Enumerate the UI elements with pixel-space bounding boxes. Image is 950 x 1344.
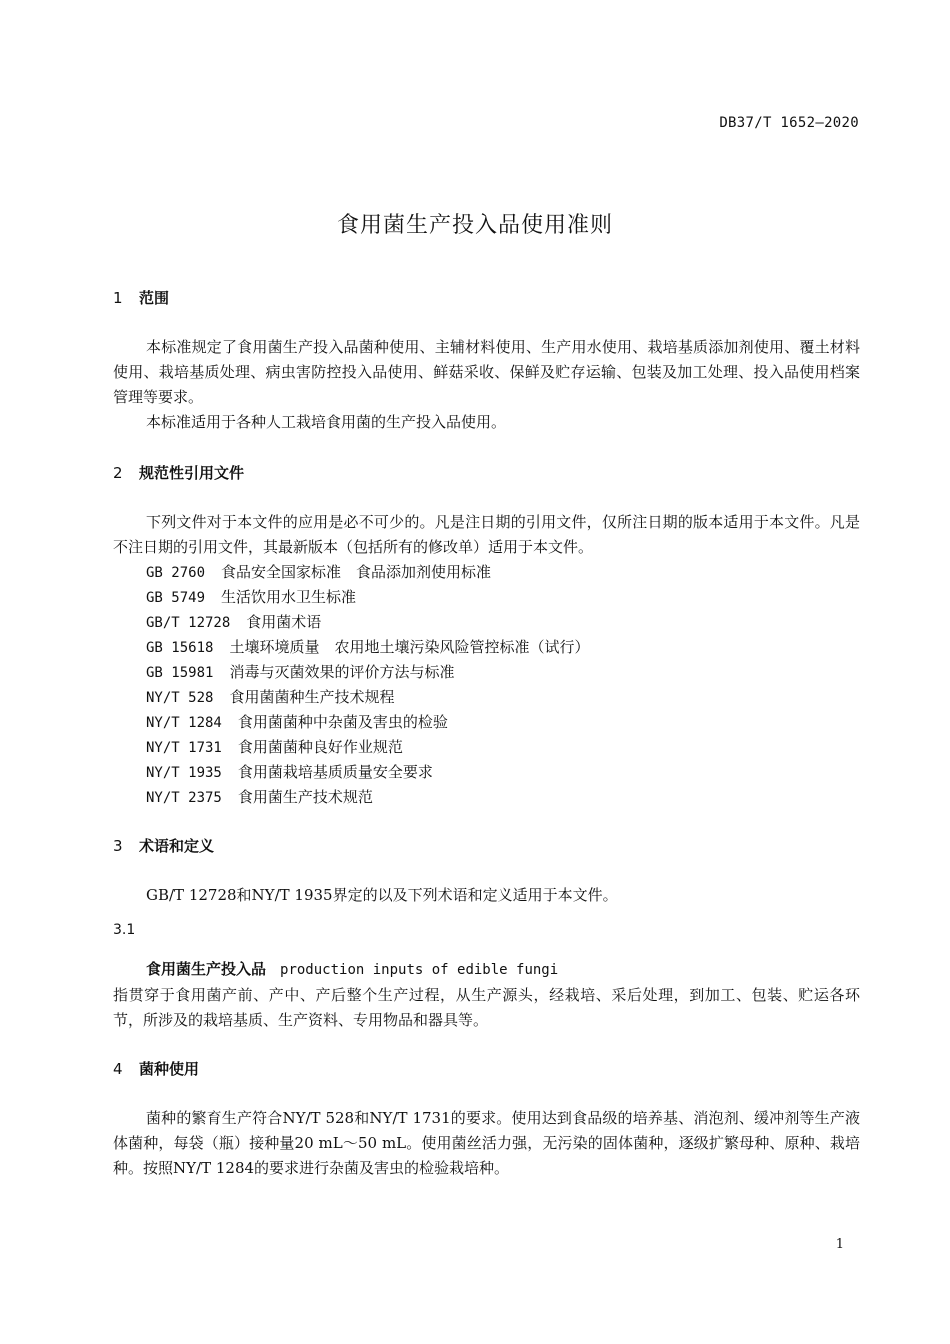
- section-2-intro: 下列文件对于本文件的应用是必不可少的。凡是注日期的引用文件，仅所注日期的版本适用于本文件。凡是不注日期的引用文件，其最新版本（包括所有的修改单）适用于本文件。: [113, 513, 860, 556]
- reference-list: [146, 560, 589, 810]
- reference-item: [146, 785, 589, 810]
- reference-code: NY/T 1731: [146, 740, 222, 756]
- term-chinese: 食用菌生产投入品: [146, 960, 267, 978]
- reference-item: [146, 560, 589, 585]
- section-3-heading: [113, 835, 214, 856]
- section-title: 规范性引用文件: [139, 464, 245, 482]
- subsection-number: 3.1: [113, 922, 136, 938]
- reference-item: [146, 635, 589, 660]
- section-4-heading: [113, 1058, 199, 1079]
- reference-code: GB/T 12728: [146, 615, 231, 631]
- document-code: DB37/T 1652—2020: [719, 115, 859, 131]
- reference-item: [146, 685, 589, 710]
- reference-item: [146, 710, 589, 735]
- reference-title: 土壤环境质量 农用地土壤污染风险管控标准（试行）: [229, 638, 590, 656]
- reference-code: NY/T 2375: [146, 790, 222, 806]
- section-number: 1: [113, 289, 123, 307]
- section-number: 4: [113, 1060, 123, 1078]
- section-2-heading: [113, 462, 244, 483]
- reference-title: 食用菌栽培基质质量安全要求: [237, 763, 433, 781]
- document-title: 食用菌生产投入品使用准则: [336, 213, 613, 238]
- reference-title: 食品安全国家标准 食品添加剂使用标准: [221, 563, 492, 581]
- section-title: 范围: [139, 289, 170, 307]
- reference-item: [146, 660, 589, 685]
- term-definition: 指贯穿于食用菌产前、产中、产后整个生产过程，从生产源头，经栽培、采后处理，到加工、包装、贮运各环节，所涉及的栽培基质、生产资料、专用物品和器具等。: [113, 986, 860, 1029]
- section-title: 术语和定义: [139, 837, 215, 855]
- section-1-heading: [113, 287, 169, 308]
- section-3-intro: GB/T 12728和NY/T 1935界定的以及下列术语和定义适用于本文件。: [146, 886, 618, 904]
- section-number: 3: [113, 837, 123, 855]
- section-1-paragraph-2: 本标准适用于各种人工栽培食用菌的生产投入品使用。: [146, 413, 507, 431]
- term-entry: [146, 958, 558, 979]
- reference-title: 食用菌菌种良好作业规范: [237, 738, 403, 756]
- reference-code: GB 5749: [146, 590, 206, 606]
- reference-title: 食用菌术语: [246, 613, 322, 631]
- reference-item: [146, 735, 589, 760]
- section-1-paragraph-1: 本标准规定了食用菌生产投入品菌种使用、主辅材料使用、生产用水使用、栽培基质添加剂使用、覆土材料使用、栽培基质处理、病虫害防控投入品使用、鲜菇采收、保鲜及贮存运输、包装及加工处理、投入品使用档案管理等要求。: [113, 338, 860, 406]
- section-title: 菌种使用: [139, 1060, 200, 1078]
- reference-title: 消毒与灭菌效果的评价方法与标准: [229, 663, 455, 681]
- reference-title: 食用菌生产技术规范: [237, 788, 373, 806]
- reference-title: 生活饮用水卫生标准: [221, 588, 357, 606]
- reference-code: NY/T 1935: [146, 765, 222, 781]
- reference-item: [146, 760, 589, 785]
- term-english: production inputs of edible fungi: [280, 962, 559, 978]
- reference-item: [146, 610, 589, 635]
- reference-code: GB 15981: [146, 665, 214, 681]
- section-4-paragraph: 菌种的繁育生产符合NY/T 528和NY/T 1731的要求。使用达到食品级的培养基、消泡剂、缓冲剂等生产液体菌种，每袋（瓶）接种量20 mL～50 mL。使用菌丝活力强，无污染的固体菌种，逐级扩繁母种、原种、栽培种。按照NY/T 1284的要求进行杂菌及害虫的检验栽培种。: [113, 1109, 860, 1177]
- reference-code: GB 2760: [146, 565, 206, 581]
- reference-item: [146, 585, 589, 610]
- section-number: 2: [113, 464, 123, 482]
- reference-title: 食用菌菌种中杂菌及害虫的检验: [237, 713, 448, 731]
- reference-code: NY/T 1284: [146, 715, 222, 731]
- page-number: 1: [835, 1237, 844, 1252]
- reference-code: GB 15618: [146, 640, 214, 656]
- reference-code: NY/T 528: [146, 690, 214, 706]
- reference-title: 食用菌菌种生产技术规程: [229, 688, 395, 706]
